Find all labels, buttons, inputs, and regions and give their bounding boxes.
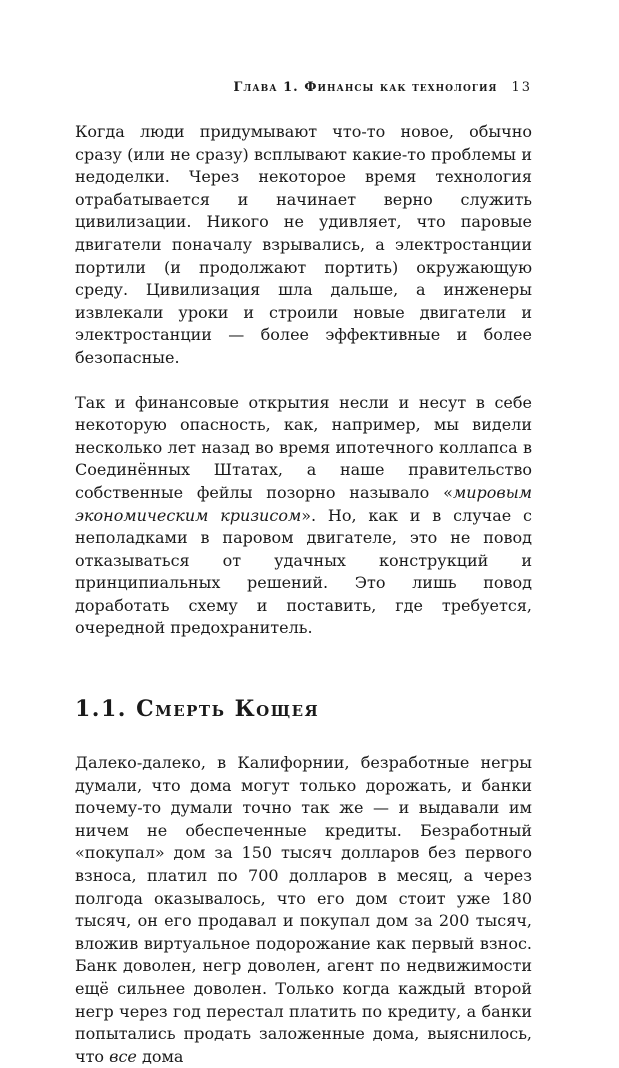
- paragraph-3-text-b: дома: [136, 1046, 184, 1066]
- paragraph-2-text-b: ». Но, как и в случае с неполадками в паровом двигателе, это не повод отказываться от удачных конструкций и принципиальных решений. Это лишь повод доработать схему и поставить, где требуется, очередной предохранитель.: [75, 505, 532, 638]
- paragraph-1-text: Когда люди придумывают что-то новое, обычно сразу (или не сразу) всплывают какие-то проблемы и недоделки. Через некоторое время технология отрабатывается и начинает верно служить цивилизации. Никого не удивляет, что паровые двигатели поначалу взрывались, а электростанции портили (и продолжают портить) окружающую среду. Цивилизация шла дальше, а инженеры извлекали уроки и строили новые двигатели и электростанции — более эффективные и более безопасные.: [75, 122, 532, 367]
- paragraph-3-emphasis: все: [109, 1046, 137, 1066]
- running-head: [75, 80, 532, 95]
- paragraph-2-text-a: Так и финансовые открытия несли и несут в себе некоторую опасность, как, например, мы видели несколько лет назад во время ипотечного коллапса в Соединённых Штатах, а наше правительство собственные фейлы позорно называло «: [75, 392, 532, 502]
- body-text: [75, 121, 532, 1068]
- paragraph-2-emphasis: мировым экономическим кризисом: [75, 482, 532, 525]
- section-heading: 1.1. Смерть Кощея: [75, 696, 320, 723]
- paragraph-3-text-a: Далеко-далеко, в Калифорнии, безработные негры думали, что дома могут только дорожать, и банки почему-то думали точно так же — и выдавали им ничем не обеспеченные кредиты. Безработный «покупал» дом за 150 тысяч долларов без первого взноса, платил по 700 долларов в месяц, а через полгода оказывалось, что его дом стоит уже 180 тысяч, он его продавал и покупал дом за 200 тысяч, вложив виртуальное подорожание как первый взнос. Банк доволен, негр доволен, агент по недвижимости ещё сильнее доволен. Только когда каждый второй негр через год перестал платить по кредиту, а банки попытались продать заложенные дома, выяснилось, что: [75, 753, 532, 1066]
- paragraph-2: [75, 392, 532, 641]
- running-title: Глава 1. Финансы как технология: [233, 80, 498, 95]
- paragraph-1: [75, 121, 532, 370]
- paragraph-3: [75, 752, 532, 1068]
- page-number: 13: [511, 80, 532, 95]
